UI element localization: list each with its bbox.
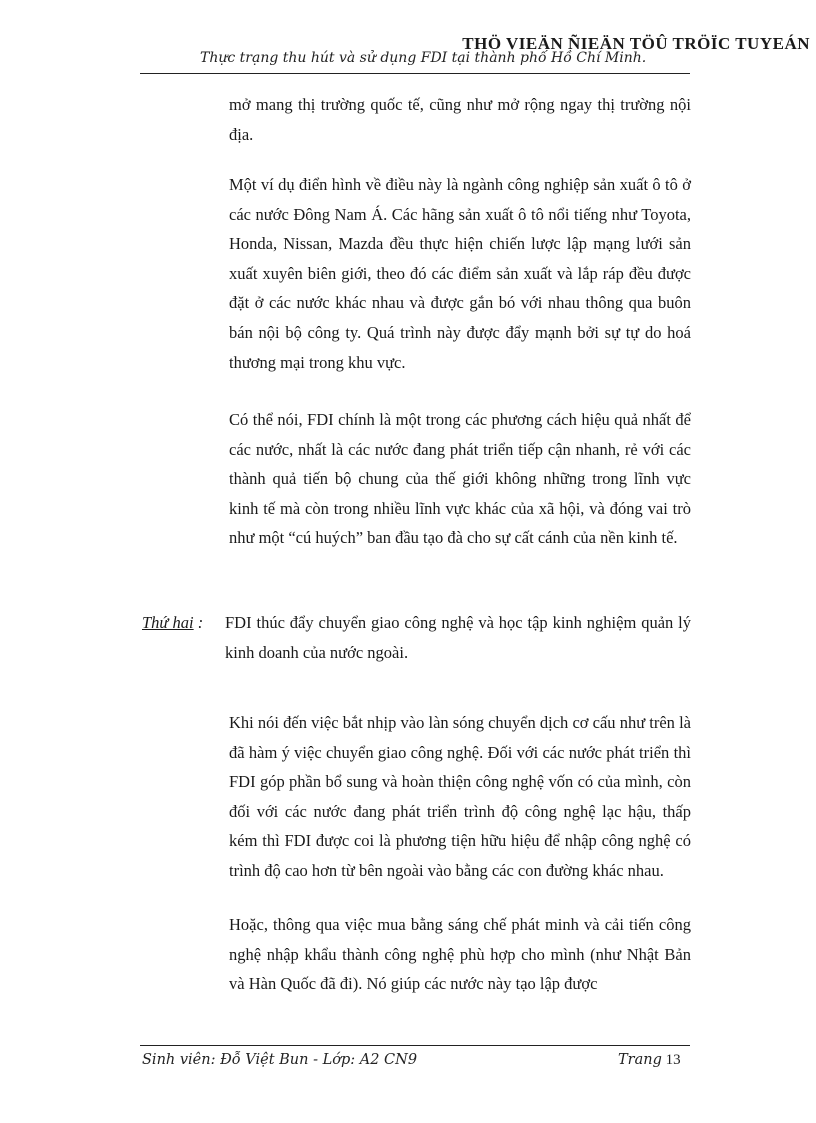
header-title: Thực trạng thu hút và sử dụng FDI tại thành phố Hồ Chí Minh. [200, 50, 647, 66]
paragraph: Hoặc, thông qua việc mua bằng sáng chế phát minh và cải tiến công nghệ nhập khẩu thành công nghệ phù hợp cho mình (như Nhật Bản và Hàn Quốc đã đi). Nó giúp các nước này tạo lập được [229, 915, 691, 994]
footer-student: Sinh viên: Đỗ Việt Bun - Lớp: A2 CN9 [142, 1052, 418, 1068]
section-label-text: Thứ hai [142, 613, 194, 632]
page-number: 13 [665, 1052, 681, 1068]
footer-rule [140, 1045, 690, 1046]
paragraph: Một ví dụ điển hình về điều này là ngành công nghiệp sản xuất ô tô ở các nước Đông Nam Á. Các hãng sản xuất ô tô nổi tiếng như Toyota, Honda, Nissan, Mazda đều thực hiện chiến lược lập mạng lưới sản xuất xuyên biên giới, theo đó các điểm sản xuất và lắp ráp đều được đặt ở các nước khác nhau và được gắn bó với nhau thông qua buôn bán nội bộ công ty. Quá trình này được đẩy mạnh bởi sự tự do hoá thương mại trong khu vực. [229, 175, 691, 372]
footer-page [618, 1052, 681, 1069]
paragraph: Có thể nói, FDI chính là một trong các phương cách hiệu quả nhất để các nước, nhất là các nước đang phát triển tiếp cận nhanh, rẻ với các thành quả tiến bộ chung của thế giới không những trong lĩnh vực kinh tế mà còn trong nhiều lĩnh vực khác của xã hội, và đóng vai trò như một “cú huých” ban đầu tạo đà cho sự cất cánh của nền kinh tế. [229, 410, 691, 548]
paragraph: mở mang thị trường quốc tế, cũng như mở rộng ngay thị trường nội địa. [229, 95, 691, 144]
header-rule [140, 73, 690, 74]
section-label [142, 608, 203, 638]
section-label-colon: : [193, 613, 204, 632]
page-label: Trang [618, 1052, 662, 1068]
watermark-text: THÖ VIEÄN ÑIEÄN TÖÛ TRÖÏC TUYEÁN [462, 34, 810, 53]
paragraph: Khi nói đến việc bắt nhịp vào làn sóng chuyển dịch cơ cấu như trên là đã hàm ý việc chuyển giao công nghệ. Đối với các nước phát triển thì FDI góp phần bổ sung và hoàn thiện công nghệ vốn có của mình, còn đối với các nước đang phát triển trình độ công nghệ lạc hậu, thấp kém thì FDI được coi là phương tiện hữu hiệu để nhập công nghệ có trình độ cao hơn từ bên ngoài vào bằng các con đường khác nhau. [229, 713, 691, 880]
section-heading: FDI thúc đẩy chuyển giao công nghệ và học tập kinh nghiệm quản lý kinh doanh của nước ngoài. [225, 613, 691, 662]
